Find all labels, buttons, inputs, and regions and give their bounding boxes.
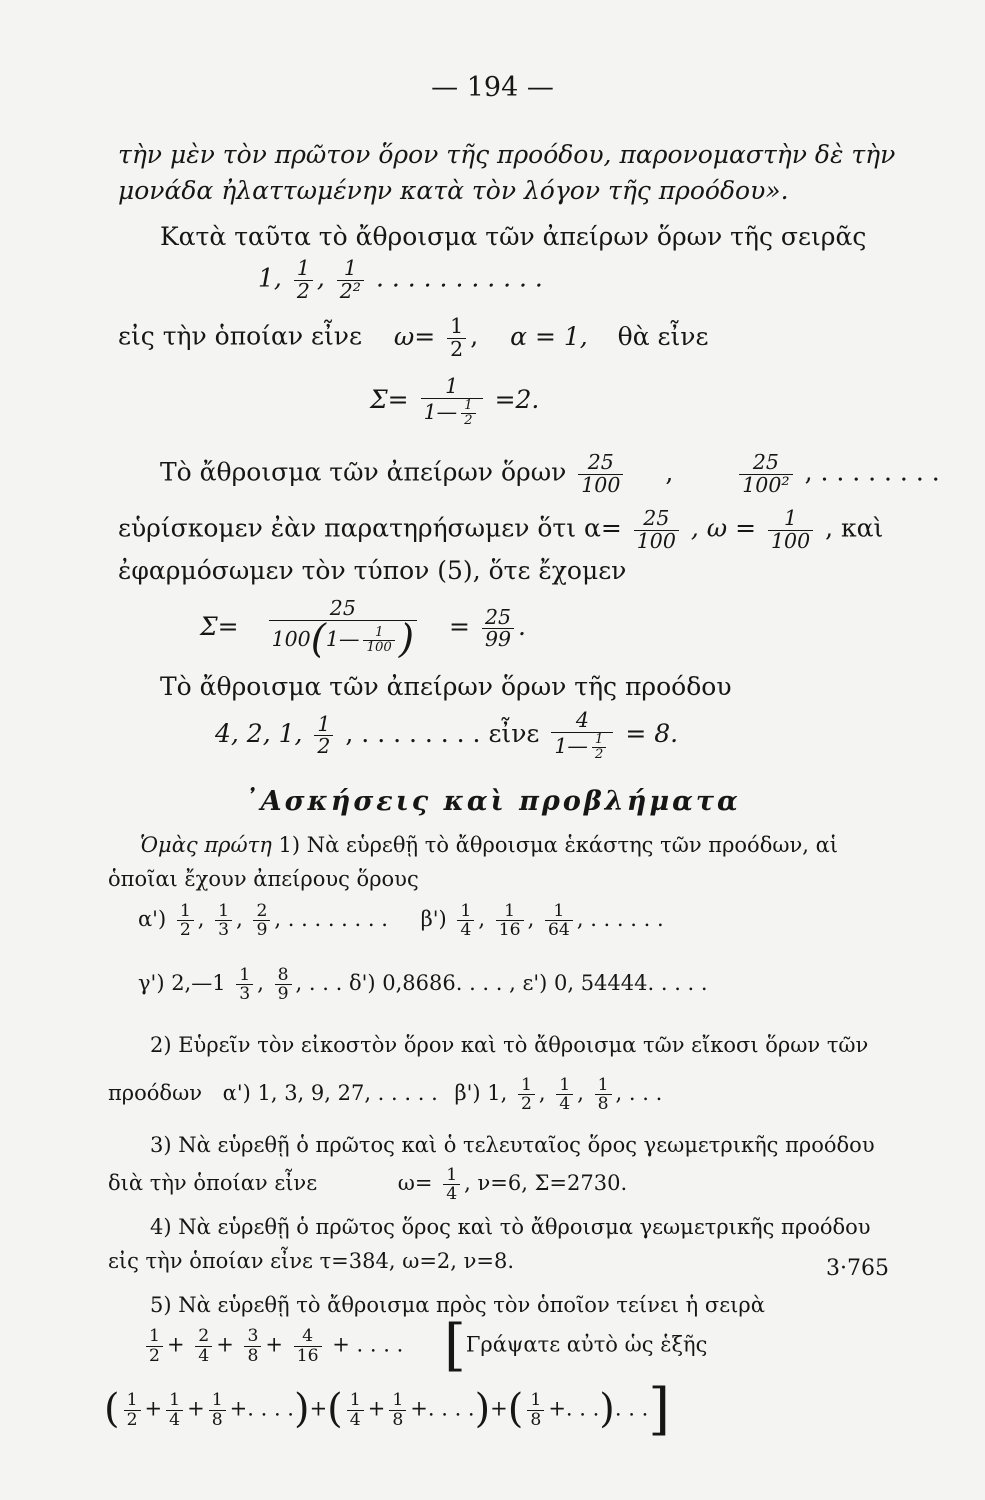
ratio-text: εἰς τὴν ὁποίαν εἶνε: [118, 321, 362, 351]
denominator: 2: [314, 735, 333, 758]
text-line-1: τὴν μὲν τὸν πρῶτον ὅρον τῆς προόδου, παρονομαστὴν δὲ τὴν: [118, 140, 896, 169]
numerator: 1: [239, 965, 251, 985]
denominator: 2: [124, 1410, 141, 1429]
denominator: 3: [236, 984, 253, 1003]
denominator: 8: [595, 1094, 612, 1113]
fraction: [294, 1327, 322, 1364]
fraction: [482, 604, 514, 652]
ellipsis: , . . . . . .: [576, 907, 664, 932]
numerator: 1: [460, 901, 472, 921]
ellipsis: +. . . .: [229, 1396, 294, 1421]
numerator: 1: [149, 1326, 160, 1347]
line-text: Τὸ ἄθροισμα τῶν ἀπείρων ὅρων: [160, 457, 567, 487]
fraction: [527, 1391, 544, 1428]
fraction: [347, 1391, 364, 1428]
period: .: [518, 612, 526, 642]
ellipsis: . . .: [614, 1396, 649, 1421]
fraction: [551, 710, 613, 761]
numerator: 1: [784, 506, 798, 530]
group-label: Ὁμὰς πρώτη: [140, 833, 272, 857]
numerator: 1: [296, 256, 310, 280]
exercise-5: 5) Νὰ εὑρεθῇ τὸ ἄθροισμα πρὸς τὸν ὁποῖον τείνει ἡ σειρὰ: [150, 1293, 765, 1317]
numerator: 4: [302, 1326, 314, 1347]
text-line-8: [118, 508, 883, 552]
denominator: 8: [209, 1410, 226, 1429]
item-b: β') 1,: [454, 1081, 508, 1106]
alpha-label: α = 1,: [510, 321, 588, 351]
ratio-tail: θὰ εἶνε: [617, 321, 709, 351]
sigma-label: Σ=: [370, 385, 409, 415]
fraction: [447, 316, 466, 360]
denominator: 2: [146, 1346, 163, 1365]
numerator: 1: [559, 1075, 571, 1095]
numerator: 1: [520, 1075, 532, 1095]
exercise-5-series: $\frac{1}{2}$ + $\frac{2}{4}$ + $\frac{3}{8}$ + $\frac{4}{16}$ + . . . . [Γράψατε αὐτὸ ὡς ἑξῆς: [142, 1318, 707, 1374]
numerator: 1: [597, 1075, 609, 1095]
fraction: [739, 452, 792, 496]
denominator: [551, 732, 613, 762]
hint-text: Γράψατε αὐτὸ ὡς ἑξῆς: [465, 1332, 708, 1357]
page-number: — 194 —: [431, 72, 554, 103]
numerator: 25: [484, 604, 512, 629]
fraction: [634, 508, 679, 552]
ratio-line: [118, 316, 708, 360]
equals-sign: =: [449, 612, 470, 642]
text-line-7: [160, 452, 940, 496]
sum-formula-2: [200, 596, 526, 662]
item-a: α') 1, 3, 9, 27, . . . . .: [222, 1081, 438, 1106]
ellipsis: , . . . . . . . .: [345, 719, 481, 749]
denominator: 2: [294, 280, 313, 303]
values: , ν=6, Σ=2730.: [464, 1171, 628, 1196]
sum-result: =2.: [494, 385, 540, 415]
fraction: [556, 1076, 573, 1113]
exercise-1-cde: γ') 2,—1 $\frac{1}{3}$ , $\frac{8}{9}$ , . . . δ') 0,8686. . . . , ε') 0, 54444. . . . .: [138, 965, 708, 1005]
numerator: 1: [211, 1390, 223, 1411]
numerator: 1: [169, 1390, 181, 1411]
fraction: [146, 1327, 163, 1364]
denominator: 16: [294, 1346, 322, 1365]
sequence-terms: 4, 2, 1,: [215, 719, 303, 749]
fraction: [253, 902, 270, 939]
denominator-prefix: 100: [271, 626, 311, 651]
fraction: [595, 1076, 612, 1113]
denominator: 100: [634, 530, 679, 553]
numerator: 1: [450, 314, 464, 338]
fraction: [337, 258, 364, 302]
series-formula: 1, $\frac{1}{2}$ , $\frac{1}{\text{2²}}$ . . . . . . . . . . .: [258, 256, 543, 303]
denominator: 8: [244, 1346, 261, 1365]
denominator: 9: [275, 984, 292, 1003]
omega-label: ω=: [397, 1171, 433, 1196]
denominator: 2: [447, 338, 466, 361]
numerator: 1: [179, 901, 191, 921]
fraction: [177, 902, 194, 939]
exercise-3: 3) Νὰ εὑρεθῇ ὁ πρῶτος καὶ ὁ τελευταῖος ὅρος γεωμετρικῆς προόδου: [150, 1133, 875, 1157]
numerator: 1: [218, 901, 230, 921]
numerator: 1: [126, 1390, 138, 1411]
denominator: 100: [363, 640, 394, 655]
denominator: 16: [496, 920, 524, 939]
series-first: 1,: [258, 263, 282, 293]
numerator: 1: [504, 901, 516, 921]
fraction: [518, 1076, 535, 1113]
exercise-2-items: προόδων α') 1, 3, 9, 27, . . . . . β') 1, $\frac{1}{2}$ , $\frac{1}{4}$ , $\frac{1}{8}$ , . . .: [108, 1075, 663, 1115]
exercise-1-cont: ὁποῖαι ἔχουν ἀπείρους ὅρους: [108, 867, 419, 891]
numerator: 1: [392, 1390, 404, 1411]
line-text: εὑρίσκομεν ἐὰν παρατηρήσωμεν ὅτι α=: [118, 513, 622, 543]
ellipsis: +. . . .: [410, 1396, 475, 1421]
denominator: 4: [556, 1094, 573, 1113]
numerator: 25: [587, 450, 614, 474]
denominator: 3: [215, 920, 232, 939]
numerator: 1: [594, 731, 604, 747]
item-label: β'): [420, 907, 447, 932]
denominator: 100(1— $\frac{1}{100}$ ): [269, 620, 418, 660]
section-heading: ᾿Ασκήσεις καὶ προβλήματα: [244, 786, 741, 817]
ellipsis: , . . . . . . . .: [804, 457, 940, 487]
numerator: 1: [317, 711, 331, 736]
denominator: 8: [389, 1410, 406, 1429]
fraction: [768, 508, 813, 552]
item-prefix: προόδων: [108, 1081, 202, 1106]
fraction: [294, 258, 313, 302]
ellipsis: . . . . . . . . . . .: [375, 263, 543, 293]
fraction: [215, 902, 232, 939]
numerator: 1: [343, 256, 357, 280]
exercise-2: 2) Εὑρεῖν τὸν εἰκοστὸν ὅρον καὶ τὸ ἄθροισμα τῶν εἴκοσι ὅρων τῶν: [150, 1033, 869, 1057]
numerator: 1: [445, 374, 459, 398]
exercise-1-ab: α') $\frac{1}{2}$ , $\frac{1}{3}$ , $\frac{2}{9}$ , . . . . . . . . β') $\frac{1}{4}$ , $\frac{1}{16}$ , $\frac{1}{64}$ , . . . . . .: [138, 901, 664, 941]
items-rest: , . . . δ') 0,8686. . . . , ε') 0, 54444. . . . .: [295, 971, 708, 996]
denominator-prefix: 1—: [554, 733, 588, 758]
exercise-4: 4) Νὰ εὑρεθῇ ὁ πρῶτος ὅρος καὶ τὸ ἄθροισμα γεωμετρικῆς προόδου: [150, 1215, 871, 1239]
numerator: 1: [464, 397, 473, 413]
denominator: 4: [195, 1346, 212, 1365]
fraction: [592, 733, 606, 762]
fraction: [166, 1391, 183, 1428]
numerator: 25: [752, 450, 779, 474]
text-line-3: Κατὰ ταῦτα τὸ ἄθροισμα τῶν ἀπείρων ὅρων τῆς σειρᾶς: [160, 222, 867, 251]
denominator: 9: [253, 920, 270, 939]
fraction: [389, 1391, 406, 1428]
denominator: 2: [518, 1094, 535, 1113]
fraction: [244, 1327, 261, 1364]
numerator: 2: [198, 1326, 210, 1347]
denominator-prefix: 1—: [423, 399, 458, 424]
denominator: 4: [347, 1410, 364, 1429]
ellipsis: , . . .: [615, 1081, 663, 1106]
sigma-label: Σ=: [200, 612, 239, 642]
fraction: [195, 1327, 212, 1364]
fraction: [421, 376, 483, 427]
exercise-3-cont: [108, 1166, 627, 1203]
item-label: γ') 2,—1: [138, 971, 226, 996]
numerator: 1: [374, 624, 384, 640]
line-tail: , καὶ: [825, 513, 884, 543]
fraction: [496, 902, 524, 939]
denominator: 100: [578, 474, 623, 497]
fraction: [124, 1391, 141, 1428]
numerator: 2: [256, 901, 268, 921]
fraction: [443, 1166, 460, 1203]
margin-note: 3·765: [826, 1256, 889, 1281]
denominator: 2: [177, 920, 194, 939]
denominator: [421, 398, 483, 428]
denominator: 4: [443, 1184, 460, 1203]
inner-term: 1—: [325, 626, 360, 651]
numerator: 25: [643, 506, 670, 530]
sum-result: = 8.: [625, 719, 679, 749]
denominator: 64: [545, 920, 573, 939]
numerator: 1: [553, 901, 565, 921]
denominator: 8: [527, 1410, 544, 1429]
item-label: α'): [138, 907, 167, 932]
denominator: 99: [482, 628, 514, 651]
denominator: 4: [166, 1410, 183, 1429]
fraction: [545, 902, 573, 939]
text-line-11: Τὸ ἄθροισμα τῶν ἀπείρων ὅρων τῆς προόδου: [160, 672, 732, 701]
cont-text: διὰ τὴν ὁποίαν εἶνε: [108, 1171, 318, 1196]
numerator: 1: [530, 1390, 542, 1411]
fraction: [457, 902, 474, 939]
fraction: [461, 399, 475, 428]
omega-label: , ω =: [690, 513, 757, 543]
fraction: [314, 711, 333, 759]
exercise-5-grouping: ( $\frac{1}{2}$ + $\frac{1}{4}$ + $\frac{1}{8}$ +. . . .)+( $\frac{1}{4}$ + $\frac{1}{8}$ +. . . .)+( $\frac{1}{8}$ +. . .). . .]: [104, 1377, 671, 1442]
text-line-2: μονάδα ἠλαττωμένην κατὰ τὸν λόγον τῆς προόδου».: [118, 176, 789, 205]
numerator: 1: [446, 1165, 458, 1185]
eine-word: εἶνε: [488, 719, 540, 749]
omega-label: ω=: [393, 321, 436, 351]
denominator: 2: [592, 747, 606, 762]
exercise-text: 1) Νὰ εὑρεθῇ τὸ ἄθροισμα ἑκάστης τῶν προόδων, αἱ: [278, 833, 838, 857]
fraction: [209, 1391, 226, 1428]
ellipsis: +. . .: [548, 1396, 600, 1421]
numerator: 4: [575, 708, 589, 732]
denominator: 4: [457, 920, 474, 939]
numerator: 1: [349, 1390, 361, 1411]
fraction: [578, 452, 623, 496]
denominator: 2²: [337, 280, 364, 303]
numerator: 3: [247, 1326, 259, 1347]
text-line-9: ἐφαρμόσωμεν τὸν τύπον (5), ὅτε ἔχομεν: [118, 556, 627, 585]
denominator: 100: [768, 530, 813, 553]
exercise-1: [140, 830, 838, 860]
fraction: [236, 966, 253, 1003]
series-formula-2: [215, 710, 678, 761]
denominator: 100²: [739, 474, 792, 497]
ellipsis: + . . . .: [332, 1332, 404, 1357]
fraction: [363, 626, 394, 655]
fraction: [269, 596, 418, 662]
comma: ,: [470, 321, 479, 351]
numerator: 25: [329, 596, 356, 620]
ellipsis: , . . . . . . . .: [274, 907, 388, 932]
numerator: 8: [277, 965, 289, 985]
fraction: [275, 966, 292, 1003]
exercise-4-cont: εἰς τὴν ὁποίαν εἶνε τ=384, ω=2, ν=8.: [108, 1249, 515, 1273]
separator: ,: [665, 457, 674, 487]
sum-formula-1: [370, 376, 539, 427]
denominator: 2: [461, 413, 475, 428]
